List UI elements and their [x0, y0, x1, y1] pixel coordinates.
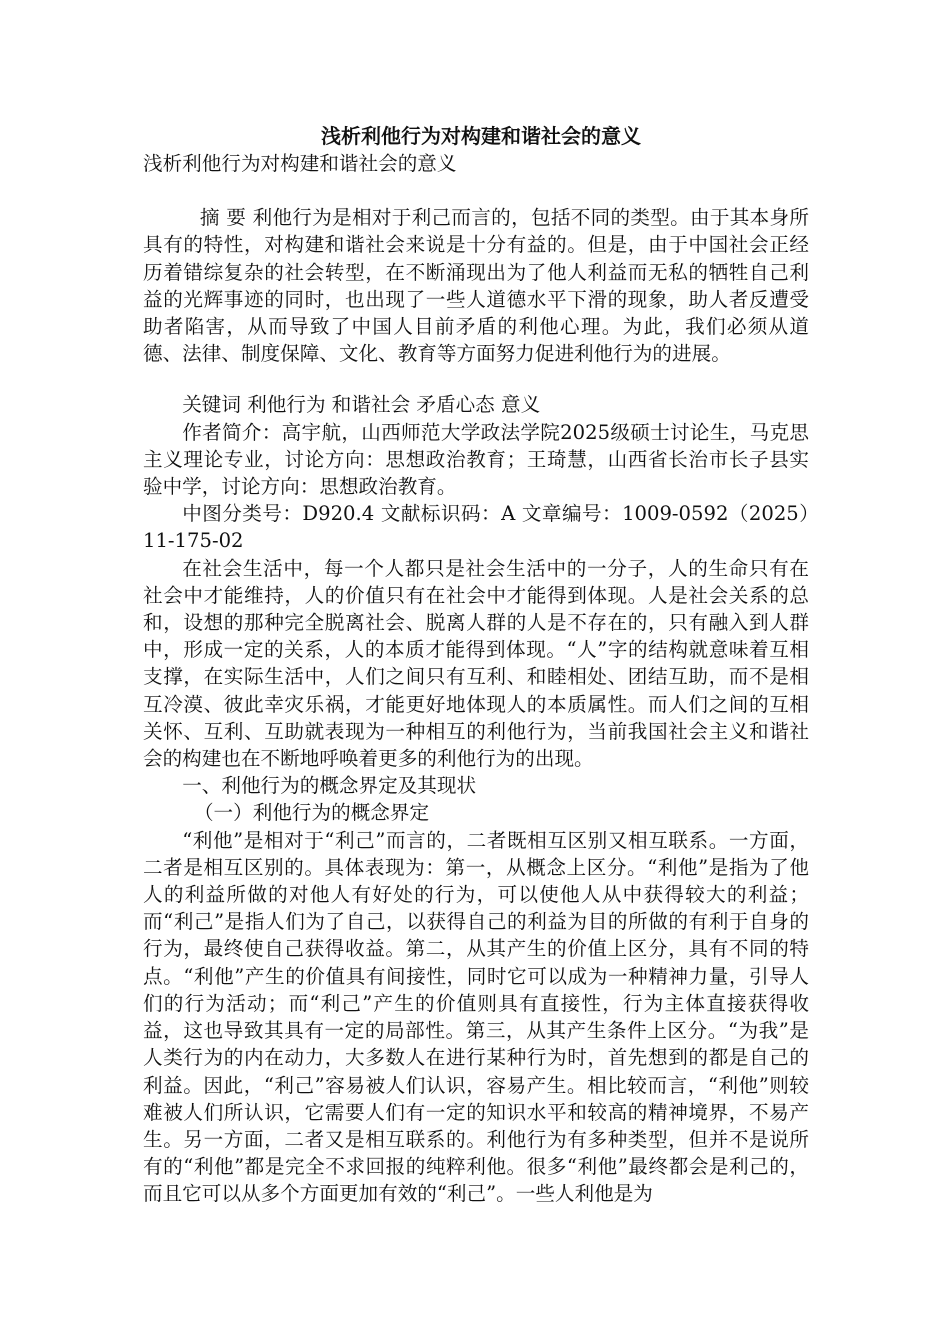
- article-subtitle: 浅析利他行为对构建和谐社会的意义: [143, 152, 457, 175]
- section-heading: 一、利他行为的概念界定及其现状: [182, 774, 477, 798]
- document-page: [143, 122, 809, 1208]
- spacer: [143, 367, 809, 391]
- author-info-paragraph: 作者简介：高宇航，山西师范大学政法学院2025级硕士讨论生，马克思主义理论专业，讨论方向：思想政治教育；王琦慧，山西省长治市长子县实验中学，讨论方向：思想政治教育。: [143, 420, 809, 499]
- abstract-paragraph: 摘 要 利他行为是相对于利己而言的，包括不同的类型。由于其本身所具有的特性，对构建和谐社会来说是十分有益的。但是，由于中国社会正经历着错综复杂的社会转型，在不断涌现出为了他人利益而无私的牺牲自己利益的光辉事迹的同时，也出现了一些人道德水平下滑的现象，助人者反遭受助者陷害，从而导致了中国人目前矛盾的利他心理。为此，我们必须从道德、法律、制度保障、文化、教育等方面努力促进利他行为的进展。: [143, 206, 809, 366]
- body-paragraph: “利他”是相对于“利己”而言的，二者既相互区别又相互联系。一方面，二者是相互区别的。具体表现为：第一，从概念上区分。“利他”是指为了他人的利益所做的对他人有好处的行为，可以使他人从中获得较大的利益；而“利己”是指人们为了自己，以获得自己的利益为目的所做的有利于自身的行为，最终使自己获得收益。第二，从其产生的价值上区分，具有不同的特点。“利他”产生的价值具有间接性，同时它可以成为一种精神力量，引导人们的行为活动；而“利己”产生的价值则具有直接性，行为主体直接获得收益，这也导致其具有一定的局部性。第三，从其产生条件上区分。“为我”是人类行为的内在动力，大多数人在进行某种行为时，首先想到的都是自己的利益。因此，“利己”容易被人们认识，容易产生。相比较而言，“利他”则较难被人们所认识，它需要人们有一定的知识水平和较高的精神境界，不易产生。另一方面，二者又是相互联系的。利他行为有多种类型，但并不是说所有的“利他”都是完全不求回报的纯粹利他。很多“利他”最终都会是利己的，而且它可以从多个方面更加有效的“利己”。一些人利他是为: [143, 828, 809, 1206]
- intro-paragraph: 在社会生活中，每一个人都只是社会生活中的一分子，人的生命只有在社会中才能维持，人的价值只有在社会中才能得到体现。人是社会关系的总和，设想的那种完全脱离社会、脱离人群的人是不存在的，只有融入到人群中，形成一定的关系，人的本质才能得到体现。“人”字的结构就意味着互相支撑，在实际生活中，人们之间只有互利、和睦相处、团结互助，而不是相互冷漠、彼此幸灾乐祸，才能更好地体现人的本质属性。而人们之间的互相关怀、互利、互助就表现为一种相互的利他行为，当前我国社会主义和谐社会的构建也在不断地呼唤着更多的利他行为的出现。: [143, 556, 809, 771]
- classification-line: 中图分类号：D920.4 文献标识码：A 文章编号：1009-0592（2025）11-175-02: [143, 502, 809, 553]
- article-title: 浅析利他行为对构建和谐社会的意义: [321, 124, 641, 148]
- spacer: [143, 177, 809, 204]
- keywords-line: 关键词 利他行为 和谐社会 矛盾心态 意义: [182, 393, 541, 417]
- subsection-heading: （一）利他行为的概念界定: [193, 801, 430, 825]
